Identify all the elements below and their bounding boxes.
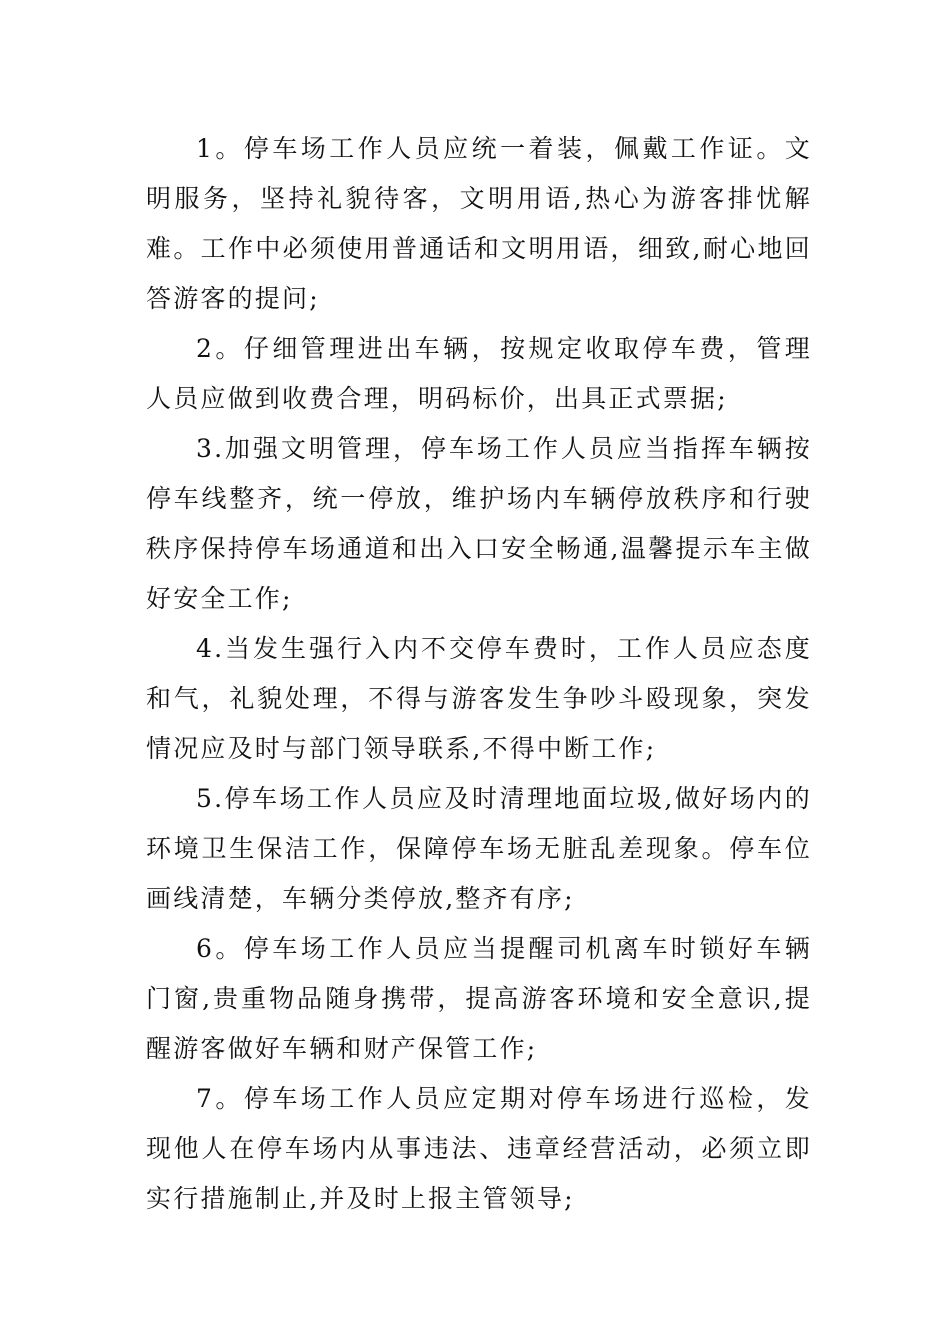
paragraph-7: 7。停车场工作人员应定期对停车场进行巡检，发现他人在停车场内从事违法、违章经营活动，必须立即实行措施制止,并及时上报主管领导; [146,1084,812,1213]
document-body [146,124,812,1224]
paragraph-1: 1。停车场工作人员应统一着装，佩戴工作证。文明服务，坚持礼貌待客，文明用语,热心为游客排忧解难。工作中必须使用普通话和文明用语，细致,耐心地回答游客的提问; [146,134,812,313]
paragraph-3: 3.加强文明管理，停车场工作人员应当指挥车辆按停车线整齐，统一停放，维护场内车辆停放秩序和行驶秩序保持停车场通道和出入口安全畅通,温馨提示车主做好安全工作; [146,434,812,613]
paragraph-2: 2。仔细管理进出车辆，按规定收取停车费，管理人员应做到收费合理，明码标价，出具正式票据; [146,334,812,413]
paragraph-4: 4.当发生强行入内不交停车费时，工作人员应态度和气，礼貌处理，不得与游客发生争吵斗殴现象，突发情况应及时与部门领导联系,不得中断工作; [146,634,812,763]
paragraph-5: 5.停车场工作人员应及时清理地面垃圾,做好场内的环境卫生保洁工作，保障停车场无脏乱差现象。停车位画线清楚，车辆分类停放,整齐有序; [146,784,812,913]
paragraph-6: 6。停车场工作人员应当提醒司机离车时锁好车辆门窗,贵重物品随身携带，提高游客环境和安全意识,提醒游客做好车辆和财产保管工作; [146,934,812,1063]
